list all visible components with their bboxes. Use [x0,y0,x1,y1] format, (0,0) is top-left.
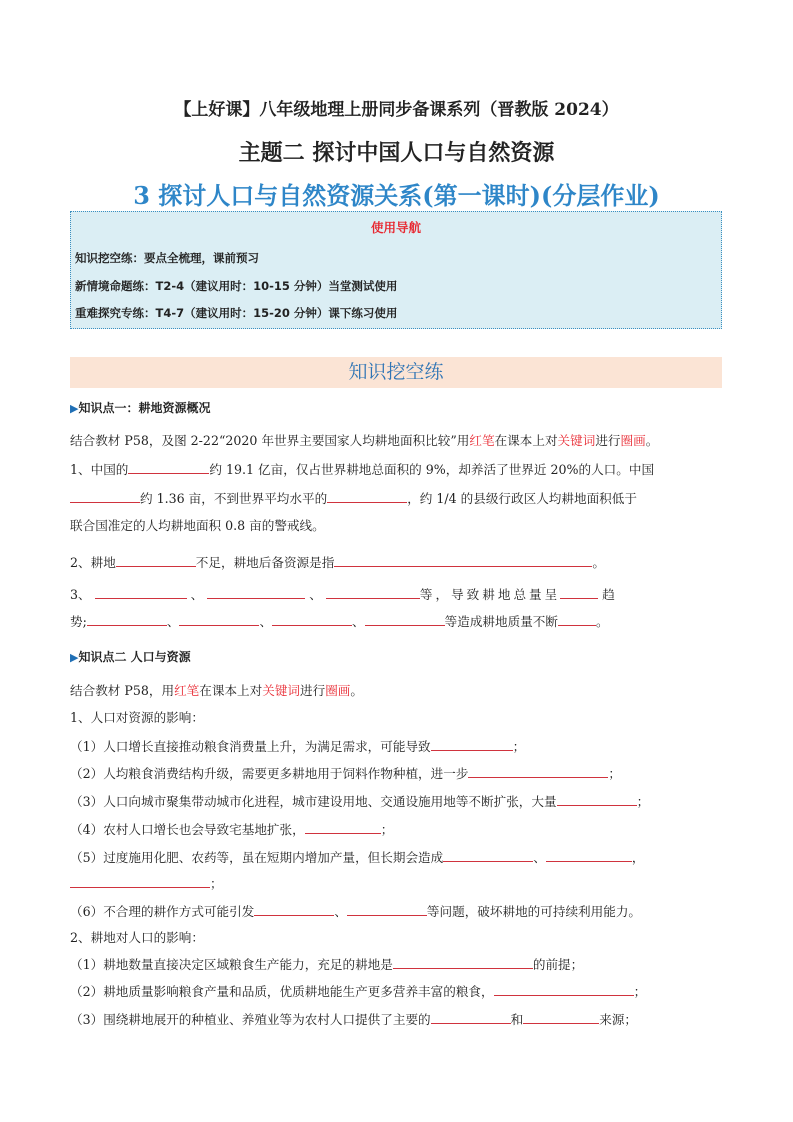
topic-title: 主题二 探讨中国人口与自然资源 [238,141,555,166]
item-j3 [70,1010,637,1029]
kp2-title: 知识点二 人口与资源 [78,650,191,664]
blank[interactable] [70,489,140,503]
text-segment: （3）围绕耕地展开的种植业、养殖业等为农村人口提供了主要的 [70,1012,431,1027]
blank[interactable] [546,848,632,862]
text-segment: 和 [510,1012,524,1027]
text-segment: 红笔 [174,683,200,698]
subheading-1: 1、人口对资源的影响： [70,710,204,725]
text-segment: （2）人均粮食消费结构升级，需要更多耕地用于饲料作物种植，进一步 [70,766,469,781]
blank[interactable] [443,848,533,862]
kp1-intro [70,432,658,450]
q1-line2 [70,489,637,508]
blank[interactable] [327,489,407,503]
text-segment: 约 19.1 亿亩，仅占世界耕地总面积的 9%，却养活了世界近 20%的人口。中国 [209,462,655,477]
text-segment: （1）人口增长直接推动粮食消费量上升，为满足需求，可能导致 [70,739,431,754]
text-segment: 红笔 [469,433,495,448]
text-segment: 圈画 [620,433,646,448]
text-segment: 圈画 [325,683,351,698]
text-segment: 、 [166,614,180,629]
kp1-heading [70,399,210,418]
blank[interactable] [116,553,196,567]
text-segment: （5）过度施用化肥、农药等，虽在短期内增加产量，但长期会造成 [70,850,444,865]
blank[interactable] [558,612,596,626]
guide-item: 新情境命题练：T2-4（建议用时：10-15 分钟）当堂测试使用 [75,279,398,293]
text-segment: 。 [592,555,605,570]
q3-line2 [70,612,609,631]
q3-line1 [70,585,615,604]
kp1-title: 知识点一：耕地资源概况 [78,401,211,415]
text-segment: 、 [259,614,273,629]
item-5-cont [70,874,223,893]
text-segment: 等，导致耕地总量呈 [419,587,561,602]
q1-line1 [70,460,654,479]
blank[interactable] [305,820,381,834]
item-2 [70,764,621,783]
text-segment: 的前提； [532,957,584,972]
text-segment: 等造成耕地质量不断 [444,614,558,629]
blank[interactable] [431,1010,511,1024]
text-segment: 、 [190,587,204,602]
text-segment: 等问题，破坏耕地的可持续利用能力。 [426,904,642,919]
item-j1 [70,955,583,974]
blank[interactable] [557,792,637,806]
subheading-2: 2、耕地对人口的影响： [70,930,204,945]
triangle-icon: ▶ [70,402,79,415]
blank[interactable] [207,585,305,599]
text-segment: 。 [645,433,659,448]
text-segment: （3）人口向城市聚集带动城市化进程，城市建设用地、交通设施用地等不断扩张，大量 [70,794,557,809]
kp2-heading [70,648,191,667]
blank[interactable] [393,955,533,969]
item-1 [70,737,525,756]
text-segment: 、 [352,614,365,629]
text-segment: ； [512,739,526,754]
text-segment: 、 [309,587,322,602]
text-segment: 来源； [599,1012,638,1027]
text-segment: 约 1.36 亩，不到世界平均水平的 [140,491,328,506]
section-banner: 知识挖空练 [70,357,722,388]
blank[interactable] [254,902,334,916]
text-segment: （2）耕地质量影响粮食产量和品质，优质耕地能生产更多营养丰富的粮食， [70,984,494,999]
triangle-icon: ▶ [70,651,79,664]
lesson-title: 3 探讨人口与自然资源关系(第一课时)(分层作业) [133,181,660,210]
text-segment: 。 [350,683,363,698]
blank[interactable] [87,612,167,626]
blank[interactable] [365,612,445,626]
blank[interactable] [70,874,210,888]
blank[interactable] [431,737,513,751]
q2 [70,553,605,572]
item-3 [70,792,649,811]
item-j2 [70,982,646,1001]
text-segment: （4）农村人口增长也会导致宅基地扩张， [70,822,305,837]
text-segment: 进行 [595,433,621,448]
q1-line3: 联合国准定的人均耕地面积 0.8 亩的警戒线。 [70,518,325,533]
text-segment: 势; [70,614,87,629]
text-segment: ； [633,984,647,999]
item-5 [70,848,644,867]
text-segment: ； [608,766,622,781]
blank[interactable] [560,585,598,599]
blank[interactable] [347,902,427,916]
text-segment: 1、中国的 [70,462,129,477]
text-segment: 关键词 [262,683,301,698]
text-segment: （1）耕地数量直接决定区域粮食生产能力，充足的耕地是 [70,957,393,972]
usage-guide-box [70,211,722,329]
guide-item: 重难探究专练：T4-7（建议用时：15-20 分钟）课下练习使用 [75,306,398,320]
blank[interactable] [468,764,608,778]
text-segment: （6）不合理的耕作方式可能引发 [70,904,255,919]
text-segment: 结合教材 P58，用 [70,683,175,698]
blank[interactable] [523,1010,599,1024]
text-segment: 、 [533,850,546,865]
text-segment: ； [636,794,650,809]
text-segment: 、 [334,904,347,919]
blank[interactable] [494,982,634,996]
text-segment: 进行 [300,683,326,698]
text-segment: ； [210,876,223,891]
text-segment: ， [631,850,645,865]
item-6 [70,902,641,921]
kp2-intro [70,682,363,700]
text-segment: 2、耕地 [70,555,116,570]
item-4 [70,820,393,839]
text-segment: 关键词 [557,433,596,448]
blank[interactable] [334,553,592,567]
text-segment: 趋 [602,587,615,602]
guide-item: 知识挖空练：要点全梳理，课前预习 [75,251,259,265]
text-segment: 在课本上对 [199,683,263,698]
text-segment: 结合教材 P58，及图 2-22“2020 年世界主要国家人均耕地面积比较”用 [70,433,470,448]
text-segment: 不足，耕地后备资源是指 [195,555,335,570]
text-segment: ； [380,822,394,837]
text-segment: 3、 [70,587,91,602]
guide-title: 使用导航 [370,220,421,235]
text-segment: 在课本上对 [494,433,558,448]
series-title: 【上好课】八年级地理上册同步备课系列（晋教版 2024） [174,100,619,120]
blank[interactable] [272,612,352,626]
text-segment: 。 [595,614,609,629]
blank[interactable] [179,612,259,626]
text-segment: ，约 1/4 的县级行政区人均耕地面积低于 [407,491,637,506]
blank[interactable] [95,585,187,599]
blank[interactable] [128,460,209,474]
blank[interactable] [326,585,420,599]
